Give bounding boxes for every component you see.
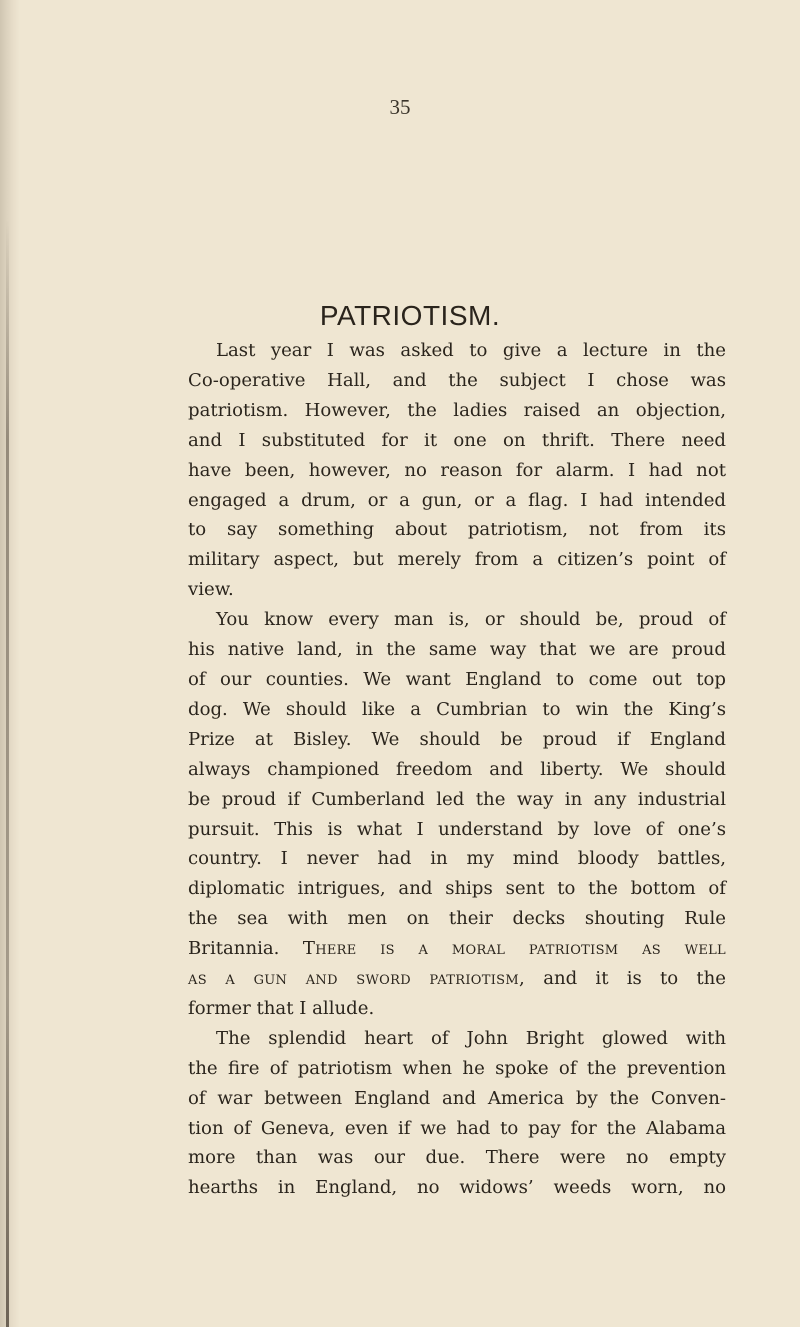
text-line: have been, however, no reason for alarm. I had not — [188, 459, 726, 481]
text-line: military aspect, but merely from a citizen’s point of — [188, 549, 726, 571]
text-line: be proud if Cumberland led the way in any industrial — [188, 788, 726, 810]
text-line: diplomatic intrigues, and ships sent to the bottom of — [188, 878, 726, 900]
text-line: country. I never had in my mind bloody battles, — [188, 848, 726, 870]
text-line: to say something about patriotism, not from its — [188, 519, 726, 541]
binding-shadow — [6, 220, 9, 1327]
text-line: and I substituted for it one on thrift. There need — [188, 429, 726, 451]
small-caps-text: as a gun and sword patriotism, — [188, 968, 525, 990]
text-line: the sea with men on their decks shouting Rule — [188, 908, 726, 930]
text-line: Prize at Bisley. We should be proud if England — [188, 728, 726, 750]
book-gutter — [0, 0, 20, 1327]
text-line: of our counties. We want England to come out top — [188, 668, 726, 690]
text-line — [188, 934, 726, 964]
text-line: dog. We should like a Cumbrian to win the King’s — [188, 698, 726, 720]
chapter-title: PATRIOTISM. — [319, 300, 501, 331]
body-text — [188, 336, 726, 1203]
text-line: Last year I was asked to give a lecture in the — [216, 340, 726, 361]
text-fragment: Britannia. — [188, 938, 280, 960]
page-number: 35 — [389, 95, 411, 119]
text-line: hearths in England, no widows’ weeds worn, no — [188, 1177, 726, 1199]
text-line: the fire of patriotism when he spoke of the prevention — [188, 1057, 726, 1079]
text-line: view. — [188, 579, 234, 601]
text-line: of war between England and America by the Conven- — [188, 1087, 726, 1109]
text-line: always championed freedom and liberty. We should — [188, 758, 726, 780]
text-line: patriotism. However, the ladies raised an objection, — [188, 399, 726, 421]
text-line: You know every man is, or should be, proud of — [216, 609, 726, 631]
text-line — [188, 964, 726, 994]
text-line: engaged a drum, or a gun, or a flag. I had intended — [188, 489, 726, 511]
text-line: his native land, in the same way that we are proud — [188, 639, 726, 661]
text-line: more than was our due. There were no empty — [188, 1147, 726, 1169]
text-line: Co-operative Hall, and the subject I chose was — [188, 369, 726, 391]
small-caps-text: There is a moral patriotism as well — [302, 938, 726, 960]
text-line: pursuit. This is what I understand by love of one’s — [188, 818, 726, 840]
text-line: The splendid heart of John Bright glowed with — [216, 1027, 726, 1049]
text-line: former that I allude. — [188, 997, 375, 1019]
text-fragment: and it is to the — [543, 968, 726, 990]
text-line: tion of Geneva, even if we had to pay for the Alabama — [188, 1117, 726, 1139]
